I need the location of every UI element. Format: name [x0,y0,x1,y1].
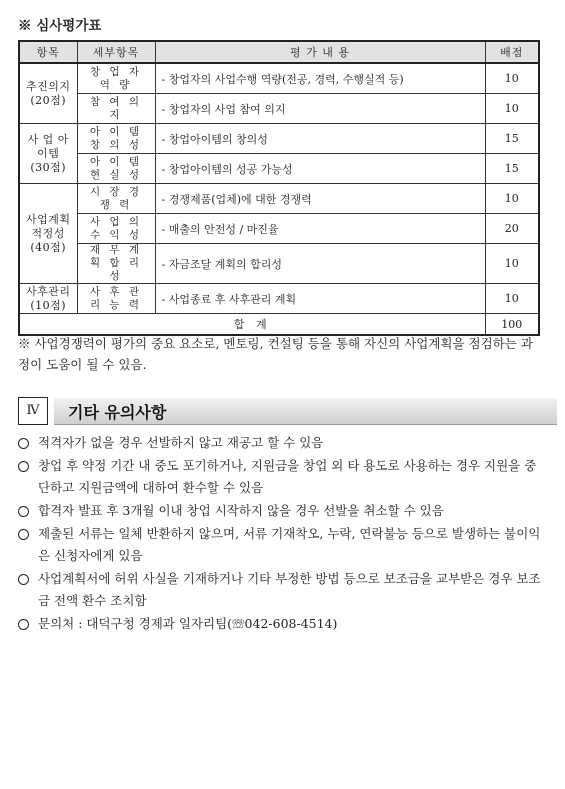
content-cell: - 경쟁제품(업체)에 대한 경쟁력 [155,184,485,214]
score-cell: 10 [485,63,539,94]
list-item [18,613,548,635]
notice-text: 창업 후 약정 기간 내 중도 포기하거나, 지원금을 창업 외 타 용도로 사용하는 경우 지원을 중단하고 지원금액에 대하여 환수할 수 있음 [38,458,537,495]
header-score: 배점 [485,41,539,63]
circle-bullet-icon [18,506,29,517]
header-subitem: 세부항목 [77,41,155,63]
subitem-cell: 아 이 템 창 의 성 [77,124,155,154]
table-total-row [19,314,539,336]
table-row [19,154,539,184]
total-score: 100 [485,314,539,336]
subitem-cell: 시 장 경 쟁 력 [77,184,155,214]
content-cell: - 자금조달 계획의 합리성 [155,244,485,284]
score-cell: 10 [485,184,539,214]
content-cell: - 사업종료 후 사후관리 계획 [155,284,485,314]
header-content: 평 가 내 용 [155,41,485,63]
list-item [18,568,548,612]
subitem-cell: 재 무 계 획 합 리 성 [77,244,155,284]
score-cell: 10 [485,94,539,124]
evaluation-note: ※ 사업경쟁력이 평가의 중요 요소로, 멘토링, 컨설팅 등을 통해 자신의 사업계획을 점검하는 과정이 도움이 될 수 있음. [18,336,533,372]
subitem-cell: 사 후 관 리 능 력 [77,284,155,314]
circle-bullet-icon [18,461,29,472]
subitem-cell: 아 이 템 현 실 성 [77,154,155,184]
score-cell: 10 [485,284,539,314]
header-category: 항목 [19,41,77,63]
content-cell: - 창업아이템의 성공 가능성 [155,154,485,184]
content-cell: - 창업자의 사업 참여 의지 [155,94,485,124]
section-title: 기타 유의사항 [68,403,167,422]
section-number: Ⅳ [18,397,48,425]
content-cell: - 창업아이템의 창의성 [155,124,485,154]
table-row [19,244,539,284]
notice-text: 합격자 발표 후 3개월 이내 창업 시작하지 않을 경우 선발을 취소할 수 있음 [38,503,444,518]
table-row [19,124,539,154]
total-label: 합 계 [19,314,485,336]
table-header-row [19,41,539,63]
notice-list [18,432,548,636]
circle-bullet-icon [18,438,29,449]
subitem-cell: 창 업 자 역 량 [77,63,155,94]
category-cell: 사후관리 (10점) [19,284,77,314]
list-item [18,523,548,567]
notice-text: 사업계획서에 허위 사실을 기재하거나 기타 부정한 방법 등으로 보조금을 교부받은 경우 보조금 전액 환수 조치함 [38,571,541,608]
category-cell: 추진의지 (20점) [19,63,77,124]
table-row [19,214,539,244]
category-cell: 사 업 아이템 (30점) [19,124,77,184]
score-cell: 15 [485,124,539,154]
category-cell: 사업계획 적정성 (40점) [19,184,77,284]
notice-text: 문의처 : 대덕구청 경제과 일자리팀(☏042-608-4514) [38,616,338,631]
page-title: ※ 심사평가표 [18,18,102,34]
section-header [18,397,557,425]
circle-bullet-icon [18,574,29,585]
circle-bullet-icon [18,619,29,630]
content-cell: - 매출의 안전성 / 마진율 [155,214,485,244]
list-item [18,432,548,454]
list-item [18,500,548,522]
notice-text: 적격자가 없을 경우 선발하지 않고 재공고 할 수 있음 [38,435,324,450]
table-row [19,184,539,214]
evaluation-table [18,40,540,336]
table-row [19,63,539,94]
table-row [19,284,539,314]
content-cell: - 창업자의 사업수행 역량(전공, 경력, 수행실적 등) [155,63,485,94]
score-cell: 10 [485,244,539,284]
subitem-cell: 참 여 의 지 [77,94,155,124]
section-title-bar [54,398,557,425]
score-cell: 15 [485,154,539,184]
subitem-cell: 사 업 의 수 익 성 [77,214,155,244]
table-row [19,94,539,124]
score-cell: 20 [485,214,539,244]
notice-text: 제출된 서류는 일체 반환하지 않으며, 서류 기재착오, 누락, 연락불능 등으로 발생하는 불이익은 신청자에게 있음 [38,526,541,563]
list-item [18,455,548,499]
circle-bullet-icon [18,529,29,540]
